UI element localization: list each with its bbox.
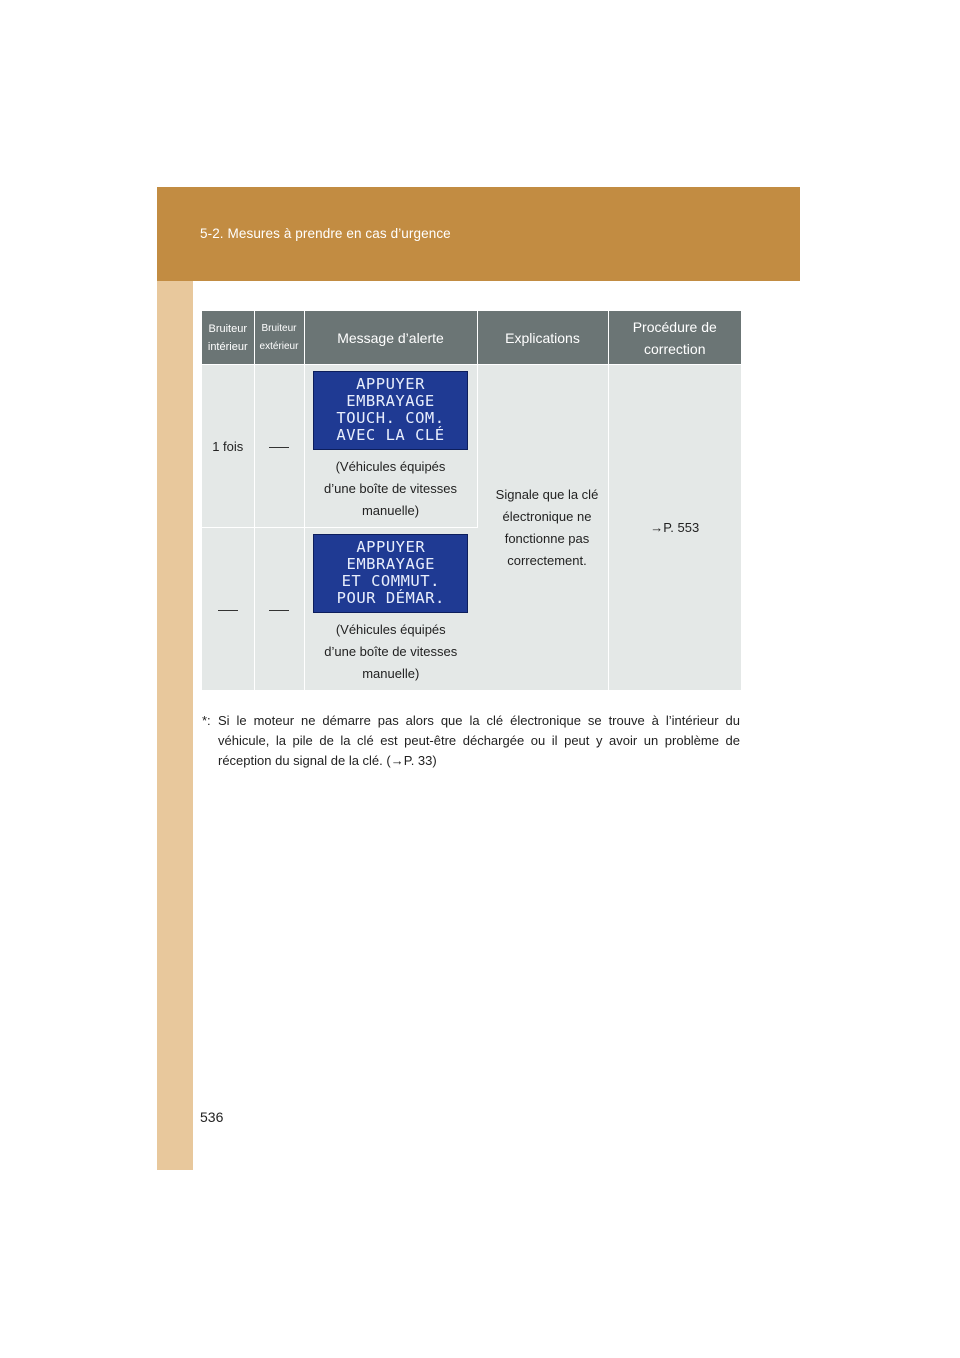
header-correction-procedure (608, 311, 741, 365)
cell-exterior-buzzer (254, 528, 304, 691)
lcd-line: EMBRAYAGE (346, 555, 435, 573)
alert-table (202, 311, 741, 690)
cell-interior-buzzer (202, 528, 254, 691)
caption-line: (Véhicules équipés (335, 621, 446, 637)
explanation-line: correctement. (507, 552, 587, 568)
explanation-line: fonctionne pas (504, 530, 590, 546)
lcd-message-display (313, 534, 468, 613)
lcd-line: TOUCH. COM. (336, 409, 445, 427)
cell-warning-message (304, 528, 477, 691)
footnote-text: Si le moteur ne démarre pas alors que la clé électronique se trouve à l’intérieur du véhicule, la pile de la clé est peut-être déchargée ou il peut y avoir un problème de réception du signal de la clé. (→P. 33) (218, 713, 740, 768)
lcd-line: EMBRAYAGE (346, 392, 435, 410)
cell-exterior-buzzer (254, 365, 304, 528)
cell-interior-buzzer (202, 365, 254, 528)
caption-line: d’une boîte de vitesses (324, 643, 458, 659)
caption-line: d’une boîte de vitesses (324, 480, 457, 496)
message-caption (305, 619, 478, 685)
correction-page-reference: →P. 553 (650, 520, 700, 535)
caption-line: (Véhicules équipés (335, 458, 446, 474)
message-caption (305, 456, 477, 522)
lcd-message-display (313, 371, 468, 450)
lcd-line: APPUYER (356, 538, 426, 556)
header-interior-line2: intérieur (207, 340, 248, 353)
lcd-line: ET COMMUT. (341, 572, 440, 590)
table-row (202, 365, 741, 528)
header-warning-message (304, 311, 477, 365)
caption-line: manuelle) (362, 665, 420, 681)
header-exterior-line1: Bruiteur (261, 322, 297, 334)
exterior-buzzer-none-dash (269, 447, 289, 448)
footnote-mark: *: (202, 713, 211, 728)
interior-buzzer-count: 1 fois (212, 438, 244, 454)
side-thumb-strip (157, 281, 193, 1170)
header-interior-line1: Bruiteur (208, 322, 248, 335)
header-explanations-label: Explications (505, 329, 580, 346)
header-interior-buzzer (202, 311, 254, 365)
footnote (202, 711, 740, 771)
interior-buzzer-none-dash (218, 610, 238, 611)
caption-line: manuelle) (361, 502, 420, 518)
section-title: 5-2. Mesures à prendre en cas d’urgence (200, 226, 451, 241)
cell-warning-message (304, 365, 477, 528)
header-explanations (477, 311, 608, 365)
lcd-line: AVEC LA CLÉ (336, 426, 445, 444)
cell-correction (608, 365, 741, 691)
lcd-line: APPUYER (356, 375, 425, 393)
header-warning-message-label: Message d’alerte (337, 329, 444, 346)
header-correction-line1: Procédure de (632, 318, 717, 335)
table-header-row (202, 311, 741, 365)
explanation-line: Signale que la clé (495, 486, 599, 502)
exterior-buzzer-none-dash (269, 610, 289, 611)
header-exterior-buzzer (254, 311, 304, 365)
lcd-line: POUR DÉMAR. (336, 589, 445, 607)
header-correction-line2: correction (644, 340, 706, 357)
cell-explanation (477, 365, 608, 691)
page-number: 536 (200, 1109, 224, 1125)
explanation-line: électronique ne (502, 508, 592, 524)
header-exterior-line2: extérieur (259, 340, 299, 352)
